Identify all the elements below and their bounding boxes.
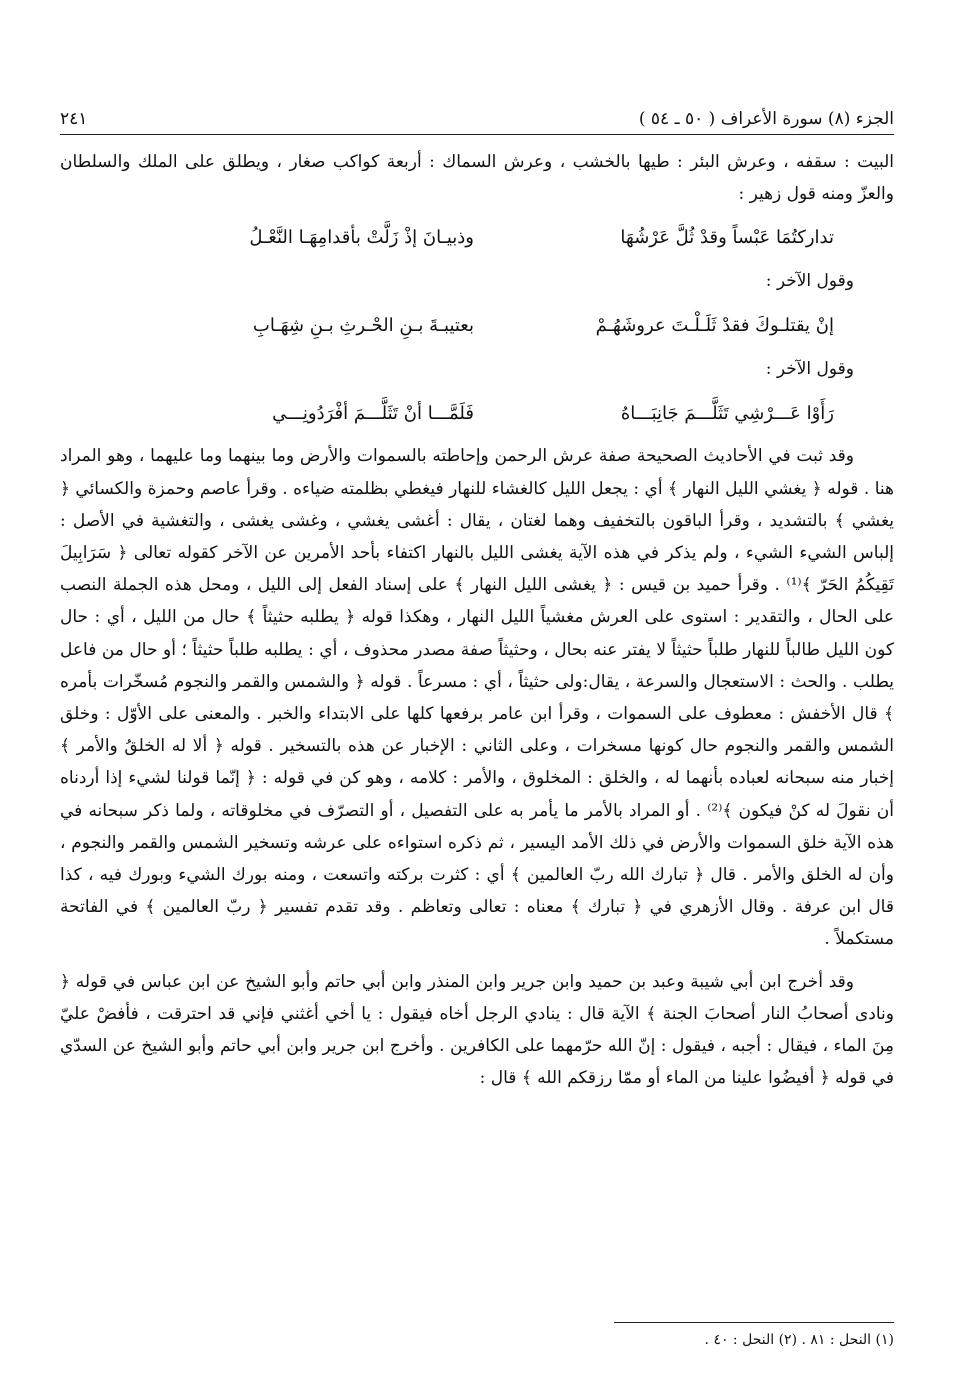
paragraph-2: وقد ثبت في الأحاديث الصحيحة صفة عرش الرحمن وإحاطته بالسموات والأرض وما بينهما وما عليهما ، وهو المراد هنا . قوله ﴿ يغشي الليل النهار ﴾ أي : يجعل الليل كالغشاء للنهار فيغطي بظلمته ضياءه . وقرأ عاصم وحمزة والكسائي ﴿ يغشي ﴾ بالتشديد ، وقرأ الباقون بالتخفيف وهما لغتان ، يقال : أغشى يغشي ، وغشى يغشى ، والتغشية في الأصل : إلباس الشيء الشيء ، ولم يذكر في هذه الآية يغشى الليل بالنهار اكتفاء بأحد الأمرين عن الآخر كقوله تعالى ﴿ سَرَابِيلَ تَقِيكُمُ الحَرّ ﴾⁽¹⁾ . وقرأ حميد بن قيس : ﴿ يغشى الليل النهار ﴾ على إسناد الفعل إلى الليل ، ومحل هذه الجملة النصب على الحال ، والتقدير : استوى على العرش مغشياً الليل النهار ، وهكذا قوله ﴿ يطلبه حثيثاً ﴾ حال من الليل ، أي : حال كون الليل طالباً للنهار طلباً حثيثاً لا يفتر عنه بحال ، وحثيثاً صفة مصدر محذوف ، أي : يطلبه طلباً حثيثاً ؛ أو حال من فاعل يطلب . والحث : الاستعجال والسرعة ، يقال:ولى حثيثاً ، أي : مسرعاً . قوله ﴿ والشمس والقمر والنجوم مُسخّرات بأمره ﴾ قال الأخفش : معطوف على السموات ، وقرأ ابن عامر برفعها كلها على الابتداء والخبر . والمعنى على الأوّل : وخلق الشمس والقمر والنجوم حال كونها مسخرات ، وعلى الثاني : الإخبار عن هذه بالتسخير . قوله ﴿ ألا له الخلقُ والأمر ﴾ إخبار منه سبحانه لعباده بأنهما له ، والخلق : المخلوق ، والأمر : كلامه ، وهو كن في قوله : ﴿ إنّما قولنا لشيء إذا أردناه أن نقولَ له كنْ فيكون ﴾⁽²⁾ . أو المراد بالأمر ما يأمر به على التفصيل ، أو التصرّف في مخلوقاته ، ولما ذكر سبحانه في هذه الآية خلق السموات والأرض في ذلك الأمد اليسير ، ثم ذكره استواءه على عرشه وتسخير الشمس والقمر والنجوم ، وأن له الخلق والأمر . قال ﴿ تبارك الله ربّ العالمين ﴾ أي : كثرت بركته واتسعت ، ومنه بورك الشيء وبورك فيه ، كذا قال ابن عرفة . وقال الأزهري في ﴿ تبارك ﴾ معناه : تعالى وتعاظم . وقد تقدم تفسير ﴿ ربّ العالمين ﴾ في الفاتحة مستكملاً .: [60, 446, 894, 950]
footnotes: (١) النحل : ٨١ . (٢) النحل : ٤٠ .: [704, 1332, 894, 1348]
running-title: الجزء (٨) سورة الأعراف ( ٥٠ ـ ٥٤ ): [638, 109, 894, 129]
footnote-rule: [614, 1322, 894, 1323]
poem-zuhair: [60, 216, 894, 260]
label-other-poet-1: وقول الآخر :: [765, 271, 854, 292]
verse-3-first-half: رَأَوْا عَـــرْشِي تَثَلَّـــمَ جَانِبَـــاهُ: [620, 403, 834, 425]
page-header: [60, 96, 894, 134]
verse-3-second-half: فَلَمَّـــا أنْ تَثَلَّـــمَ أفْرَدُونِـــي: [272, 403, 474, 425]
label-other-poet-2: وقول الآخر :: [765, 359, 854, 380]
verse-line-3: [60, 392, 894, 436]
verse-1-second-half: وذبيـانَ إذْ زَلَّتْ بأقدامِهَـا النَّعْـلُ: [249, 227, 474, 249]
poem-other-2: [60, 392, 894, 436]
verse-line-2: [60, 304, 894, 348]
poem-other-1: [60, 304, 894, 348]
paragraph-1: البيت : سقفه ، وعرش البئر : طيها بالخشب ، وعرش السماك : أربعة كواكب صغار ، ويطلق على الملك والسلطان والعزّ ومنه قول زهير :: [60, 152, 894, 205]
verse-2-second-half: بعتيبـةَ بـنِ الحْـرثِ بـنِ شِهَـابِ: [252, 315, 474, 337]
verse-2-first-half: إنْ يقتلـوكَ فقدْ ثَلَـلْـتَ عروشَهُـمْ: [595, 315, 834, 337]
paragraph-3: وقد أخرج ابن أبي شيبة وعبد بن حميد وابن جرير وابن المنذر وابن أبي حاتم وأبو الشيخ عن ابن عباس في قوله ﴿ ونادى أصحابُ النار أصحابَ الجنة ﴾ الآية قال : ينادي الرجل أخاه فيقول : يا أخي أغثني فإني قد احترقت ، فأفضْ عليّ مِنَ الماء ، فيقال : أجبه ، فيقول : إنّ الله حرّمهما على الكافرين . وأخرج ابن جرير وابن أبي حاتم وأبو الشيخ عن السدّي في قوله ﴿ أفيضُوا علينا من الماء أو ممّا رزقكم الله ﴾ قال :: [60, 971, 894, 1089]
verse-line-1: [60, 216, 894, 260]
verse-1-first-half: تداركتُمَا عَبْساً وقدْ ثُلَّ عَرْشُهَا: [620, 227, 834, 249]
header-rule: [60, 134, 894, 135]
main-text: [60, 146, 894, 1094]
page-number: ٢٤١: [60, 109, 88, 129]
